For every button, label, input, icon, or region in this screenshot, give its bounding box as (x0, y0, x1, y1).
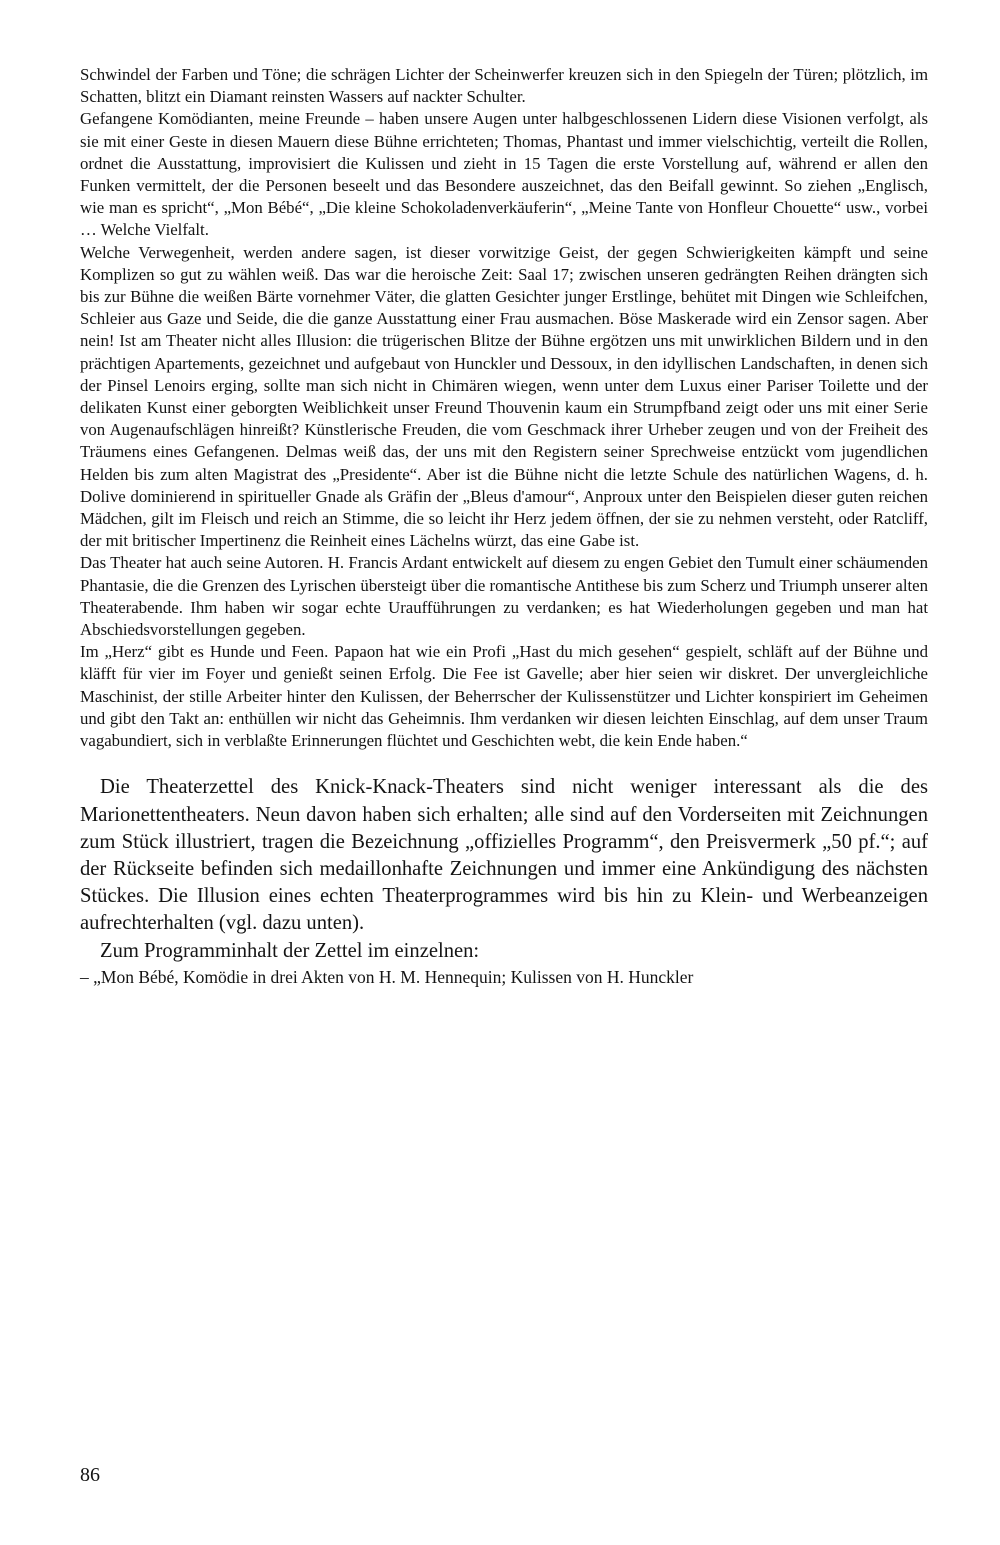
quote-paragraph: Gefangene Komödianten, meine Freunde – haben unsere Augen unter halbgeschlossenen Lidern diese Visionen verfolgt, als sie mit einer Geste in diesen Mauern diese Bühne errichteten; Thomas, Phantast und immer vielschichtig, verteilt die Rollen, ordnet die Ausstattung, improvisiert die Kulissen und zieht in 15 Tagen die erste Vorstellung auf, während er allen den Funken vermittelt, der die Personen beseelt und das Besondere auszeichnet, das den Beifall gewinnt. So ziehen „Englisch, wie man es spricht“, „Mon Bébé“, „Die kleine Schokoladenverkäuferin“, „Meine Tante von Honfleur Chouette“ usw., vorbei … Welche Vielfalt. (80, 109, 928, 240)
quote-paragraph: Schwindel der Farben und Töne; die schrägen Lichter der Scheinwerfer kreuzen sich in den Spiegeln der Türen; plötzlich, im Schatten, blitzt ein Diamant reinsten Wassers auf nackter Schulter. (80, 65, 928, 107)
body-paragraph: Zum Programminhalt der Zettel im einzelnen: (100, 939, 480, 962)
program-list-item: – „Mon Bébé, Komödie in drei Akten von H. M. Hennequin; Kulissen von H. Hunckler (80, 966, 694, 987)
quoted-text-block (80, 64, 928, 752)
quote-paragraph: Im „Herz“ gibt es Hunde und Feen. Papaon hat wie ein Profi „Hast du mich gesehen“ gespielt, schläft auf der Bühne und kläfft für vier im Foyer und genießt seinen Erfolg. Die Fee ist Gavelle; aber hier seien wir diskret. Der unvergleichliche Maschinist, der stille Arbeiter hinter den Kulissen, der Beherrscher der Kulissenstützer und Lichter konspiriert im Geheimen und gibt den Takt an: enthüllen wir nicht das Geheimnis. Ihm verdanken wir diesen leichten Einschlag, auf dem unser Traum vagabundiert, sich in verblaßte Erinnerungen flüchtet und Geschichten webt, die kein Ende haben.“ (80, 642, 928, 751)
page-number: 86 (80, 1464, 100, 1486)
quote-paragraph: Welche Verwegenheit, werden andere sagen, ist dieser vorwitzige Geist, der gegen Schwierigkeiten kämpft und seine Komplizen so gut zu wählen weiß. Das war die heroische Zeit: Saal 17; zwischen unseren gedrängten Reihen drängten sich bis zur Bühne die weißen Bärte vornehmer Väter, die glatten Gesichter junger Erstlinge, behütet mit Dingen wie Schleifchen, Schleier aus Gaze und Seide, die die ganze Ausstattung einer Frau ausmachen. Böse Maskerade wird ein Zensor sagen. Aber nein! Ist am Theater nicht alles Illusion: die trügerischen Blitze der Bühne ergötzen uns mit unwirklichen Bildern und in den prächtigen Apartements, gezeichnet und aufgebaut von Hunckler und Dessoux, in den idyllischen Landschaften, in denen sich der Pinsel Lenoirs erging, sollte man sich nicht in Chimären wiegen, wenn unter dem Luxus einer Pariser Toilette und der delikaten Kunst einer geborgten Weiblichkeit unser Freund Thouvenin kaum ein Strumpfband zeigt oder uns mit einer Serie von Augenaufschlägen hinreißt? Künstlerische Freuden, die vom Geschmack ihrer Urheber zeugen und von der Freiheit des Träumens eines Gefangenen. Delmas weiß das, der uns mit den Registern seiner Sprechweise entzückt vom jugendlichen Helden bis zum alten Magistrat des „Presidente“. Aber ist die Bühne nicht die letzte Schule des natürlichen Wagens, d. h. Dolive dominierend in spiritueller Gnade als Gräfin der „Bleus d'amour“, Anproux unter den Beispielen dieser guten reichen Mädchen, gilt im Fleisch und reich an Stimme, die so leicht ihr Herz jedem öffnen, der sie zu nehmen versteht, oder Ratcliff, der mit britischer Impertinenz die Reinheit eines Lächelns würzt, das eine Gabe ist. (80, 242, 928, 551)
quote-paragraph: Das Theater hat auch seine Autoren. H. Francis Ardant entwickelt auf diesem zu engen Gebiet den Tumult einer schäumenden Phantasie, die die Grenzen des Lyrischen übersteigt über die romantische Antithese bis zum Scherz und Triumph unserer alten Theaterabende. Ihm haben wir sogar echte Uraufführungen zu verdanken; es hat Wiederholungen gegeben und man hat Abschiedsvorstellungen gegeben. (80, 553, 928, 640)
body-text-block (80, 774, 928, 964)
page-content (80, 64, 928, 989)
body-paragraph: Die Theaterzettel des Knick-Knack-Theaters sind nicht weniger interessant als die des Marionettentheaters. Neun davon haben sich erhalten; alle sind auf den Vorderseiten mit Zeichnungen zum Stück illustriert, tragen die Bezeichnung „offizielles Programm“, den Preisvermerk „50 pf.“; auf der Rückseite befinden sich medaillonhafte Zeichnungen und immer eine Ankündigung des nächsten Stückes. Die Illusion eines echten Theaterprogrammes wird bis hin zu Klein- und Werbeanzeigen aufrechterhalten (vgl. dazu unten). (80, 776, 928, 935)
